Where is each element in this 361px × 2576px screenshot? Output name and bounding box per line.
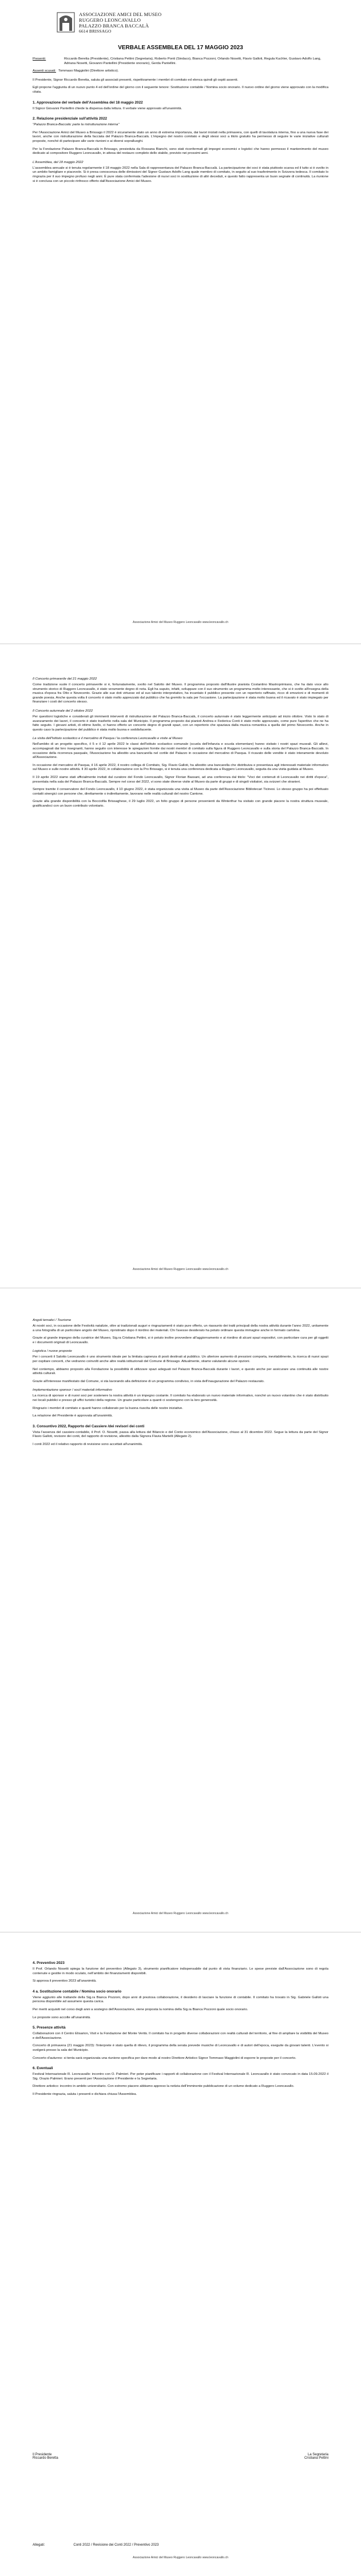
assenti-row — [33, 69, 328, 74]
section-text: Per i concerti il Salotto Leoncavallo è uno strumento ideale per la limitata capienza di posti destinati al pubblico. Un ulteriore aumento di pressioni comporta, inevitabilmente, la ricerca di nuovi spazi per ospitare concerti, che vedranno coinvolti anche altre realtà istituzionali del Comune di Brissago. Attualmente, stiamo valutando alcune opzioni. — [33, 1355, 328, 1363]
section-text: La ricerca di sponsor e di nuovi soci per sostenere la nostra attività è un impegno costante. Il comitato ha elaborato un nuovo materiale informativo, nonché un nuovo volantino che è stato distribuito nei locali pubblici e presso gli uffici turistici della regione. Un grazie particolare a quanti ci sostengono con la loro generosità. — [33, 1394, 328, 1402]
page-1-body — [33, 57, 328, 187]
subsection-heading: Implementazione sponsor / soci/ materiali informativo — [33, 1388, 112, 1392]
signature-name-right: Cristiana Pettini — [304, 2456, 328, 2460]
signature-block — [33, 2453, 328, 2460]
section-text: Direttore artistico: incontro in ambito universitario. Con estremo piacere abbiamo appreso la notizia dell'imminente pubblicazione di un volume dedicato a Ruggero Leoncavallo. — [33, 2085, 295, 2089]
section-text: Per questioni logistiche e considerati gli imminenti interventi di ristrutturazione del Palazzo Branca-Baccalà, il concerto autunnale è stato leggermente anticipato ad inizio ottobre. Visto lo stato di avanzamento dei lavori, il concerto è stato trasferito nella sala del Municipio. Il programma proposto dai pianisti Andrea e Federica Conti è stato molto apprezzato, come pure l'aperitivo che ne ha fatto seguito. I giovani artisti, di ottimo livello, ci hanno offerto un concerto degno di grandi spazi, con un repertorio che spaziava dalla musica romantica a quella del primo Novecento. Anche in questo caso la partecipazione del pubblico è stata molto buona e soddisfacente. — [33, 715, 328, 732]
page-footer: Associazione Amici del Museo Ruggero Leoncavallo www.leoncavallo.ch — [133, 1268, 228, 1271]
allegati-row — [33, 2543, 158, 2547]
section-text: Sempre tramite il conservatore del Fondo Leoncavallo, il 10 giugno 2022, è stata organizzata una visita al Museo da parte dell'Associazione Bibliotecari Ticinesi. Lo stesso gruppo ha poi effettuato contatti sinergici con persone che, direttamente o indirettamente, lavorano nelle realtà culturali del nostro Cantone. — [33, 788, 328, 796]
section-text: Il Signor Giovanni Pantellini chiede la dispensa dalla lettura. Il verbale viene approvato all'unanimità. — [33, 106, 183, 110]
intro-paragraph: Egli propone l'aggiunta di un nuovo punto 4 ed dell'ordine del giorno con il seguente tenore: Sostituzione contabile / Nomina socio onorario. Il nuovo ordine del giorno viene approvato con la modifica citata. — [33, 86, 328, 94]
section-text: Il 19 aprile 2022 siamo stati ufficialmente invitati dal curatore del Fondo Leoncavallo, Signor Florian Bassani, ad una conferenza dal titolo: "Voci dei contenuti di Leoncavallo nei diritti d'epoca", presentata nella sala del Palazzo Branca-Baccalà. Sempre nel corso del 2022, vi sono state diverse visite al Museo da parte di gruppi e di singoli visitatori, sia svizzeri che stranieri. — [33, 775, 328, 784]
page-4-body — [33, 1955, 328, 2101]
subsection-heading: Il Concerto autunnale del 2 ottobre 2022 — [33, 709, 93, 713]
section-heading: 1. Approvazione del verbale dell'Assemblea del 18 maggio 2022 — [33, 100, 143, 105]
intro-paragraph: Il Presidente, Signor Riccardo Beretta, saluta gli associati presenti, rispettivamente i membri di comitato ed elenca quindi gli ospiti assenti. — [33, 78, 239, 82]
document-title: VERBALE ASSEMBLEA DEL 17 MAGGIO 2023 — [118, 45, 243, 51]
page-1 — [0, 0, 361, 644]
subsection-heading: Angoli tematici / Tourisme — [33, 1319, 72, 1322]
signature-label-right: La Segretaria — [307, 2453, 328, 2456]
section-text: Ringrazio i membri di comitato e quanti hanno collaborato per la buona riuscita delle nostre iniziative. — [33, 1406, 183, 1410]
section-text: Nel contempo, abbiamo proposto alla Fondazione la possibilità di utilizzare spazi adeguati nel Palazzo Branca-Baccalà durante i lavori, e questo anche per assicurare una continuità alle nostre attività culturali. — [33, 1367, 328, 1376]
association-logo-icon — [56, 10, 76, 34]
subsection-heading: La visita dell'Istituto scolastico e il mercatino di Pasqua / la conferenza Leoncavallo e visite al Museo — [33, 737, 183, 741]
allegati-items: Conti 2022 / Revisione dei Conti 2022 / Preventivo 2023 — [73, 2543, 159, 2547]
section-text: Il Presidente ringrazia, saluta i presenti e dichiara chiusa l'Assemblea. — [33, 2092, 137, 2096]
page-footer: Associazione Amici del Museo Ruggero Leoncavallo www.leoncavallo.ch — [133, 621, 228, 624]
section-text: Il Prof. Orlando Nosetti spiega la funzione del preventivo (Allegato 3), strumento pianificatore indispensabile dal punto di vista finanziario. Le spese previste dall'Associazione sono di regola contenute e gestite in modo oculato, nell'ambito dei finanziamenti disponibili. — [33, 1967, 328, 1975]
section-text: Ai nostri soci, in occasione delle Festività natalizie, oltre ai tradizionali auguri e ringraziamenti è stato pure offerto, un riassunto dei tratti principali della nostra attività durante l'anno 2022, unitamente a una fotografia di un particolare angolo del Museo, ripristinato dopo il riordino dei materiali. Chi l'avesse desiderato ha potuto ordinare questa immagine anche in formato cartolina. — [33, 1324, 328, 1332]
section-text: Festival Internazionale R. Leoncavallo: incontro con O. Palmieri. Per poter pianificare i rapporti di collaborazione con il Festival Internazionale R. Leoncavallo è stato convocato in data 15.09.2022 il Sig. Orazio Palmieri. Erano presenti per l'Associazione il Presidente e la Segretaria. — [33, 2073, 328, 2081]
letterhead-line: 6614 BRISSAGO — [79, 29, 112, 34]
presenti-text: Riccardo Beretta (Presidente), Cristiana Pettini (Segretaria), Roberto Ponti (Sindaco), Bianca Pozzoni, Orlando Nosetti, Flavio Galloti, Regula Kuchler, Gustavo Adolfo Lang, Adriana Nosetti, Giovanni Pantellini (Presidente onorario), Gerda Pantellini. — [64, 57, 322, 65]
section-text: In occasione del mercatino di Pasqua, il 16 aprile 2022, il nostro collega di Comitato, Sig. Flavio Galloti, ha allestito una bancarella che distribuiva e presentava agli interessati materiale informativo sul Museo e sulle nostre attività. Il 30 aprile 2022, in collaborazione con la Pro Brissago, si è tenuta una conferenza dedicata a Ruggero Leoncavallo, seguita da una visita guidata al Museo. — [33, 763, 328, 772]
page-2-body — [33, 673, 328, 812]
page-footer: Associazione Amici del Museo Ruggero Leoncavallo www.leoncavallo.ch — [133, 2556, 228, 2559]
section-heading: 4 a. Sostituzione contabile / Nomina socio onorario — [33, 1989, 122, 1994]
subsection-heading: Il Concerto primaverile del 21 maggio 2022 — [33, 677, 97, 681]
section-heading: 5. Presenze attività — [33, 2026, 66, 2030]
section-text: Viene aggiunto alle trattande della Sig.ra Bianca Pozzoni, dopo anni di preziosa collaborazione, il desiderio di lasciare la funzione di contabile. Il comitato ha trovato in Sig. Gabriele Galloti una persona disponibile ad assumere questa carica. — [33, 1995, 328, 2004]
section-text: Per l'Associazione Amici del Museo a Brissago il 2022 è sicuramente stato un anno di estrema importanza, dai lavori iniziati nella primavera, con quelli di tavolatura interna, fino a una nuova fase dei lavori, anche con ristrutturazione della facciata del Palazzo Branca-Baccalà. L'impegno del nostro comitato e degli stessi soci a titolo gratuito ha permesso di seguire le varie iniziative culturali proposte, nonché di partecipare alle varie riunioni e ai diversi sopralluoghi. — [33, 130, 328, 143]
section-heading: 6. Eventuali — [33, 2066, 53, 2071]
page-3-body — [33, 1314, 328, 1451]
allegati-label: Allegati: — [33, 2543, 45, 2547]
section-text: Grazie alla grande disponibilità con la Bocciofila Brissaghese, il 29 luglio 2022, un folto gruppo di persone provenienti da Winterthur ha visitato con grande piacere la nostra struttura museale, gratificandoci con un buon contributo volontario. — [33, 800, 328, 808]
page-2 — [0, 644, 361, 1288]
signature-name-left: Riccardo Beretta — [33, 2456, 58, 2460]
assenti-label: Assenti scusati: — [33, 69, 56, 73]
presenti-label: Presenti: — [33, 57, 46, 61]
section-text: Come tradizione vuole il concerto primaverile si è, fortunatamente, svolto nel Salotto del Museo. Il programma proposto dall'illustre pianista Costantino Mastroprimiano, che ha dato voce allo strumento storico di Ruggero Leoncavallo, è stato veramente degno di nota. Egli ha saputo, infatti, sviluppare con il suo strumento un programma molto interessante, che si è svolto all'insegna della musica d'epoca fra Otto e Novecento. Grazie alle sue doti virtuose ed al suo talento interpretativo, ha incantato il pubblico presente con un repertorio raffinato, ricco di emozioni e di momenti di grande poesia. Anche questa volta il concerto è stato molto apprezzato dal pubblico che ha gremito la sala per l'occasione. La partecipazione è stata molto buona ed il ricavato è stato impiegato per finanziare i costi del concerto stesso. — [33, 683, 328, 704]
section-text: Per la Fondazione Palazzo Branca-Baccalà in Brissago, presieduta da Rossana Bianchi, sono stati riconfermati gli impegni economici e logistici che hanno permesso il mantenimento del museo dedicato al compositore Ruggero Leoncavallo, in attesa del restauro completo dello stabile, previsto nei prossimi anni. — [33, 147, 328, 156]
section-text: I conti 2022 ed il relativo rapporto di revisione sono accettati all'unanimità. — [33, 1442, 143, 1446]
subsection-heading: L'Assemblea, del 18 maggio 2022 — [33, 160, 84, 164]
page-footer: Associazione Amici del Museo Ruggero Leoncavallo www.leoncavallo.ch — [133, 1912, 228, 1915]
section-text: Concerto d'autunno: si tenta sarà organizzata una riunione specifica per dare modo al nostro Direttore Artistico Signor Tommaso Maggiolini di esporre le proposte per il concerto. — [33, 2056, 296, 2060]
section-text: Concerto di primavera (21 maggio 2023): l'interprete è stato quella di rilievo, il programma della serata prevede musiche di Leoncavallo e di autori dell'epoca, eseguite da giovani talenti. L'evento si svolgerà presso la sala del Municipio. — [33, 2044, 328, 2052]
section-text: Le proposte sono accolte all'unanimità. — [33, 2015, 91, 2019]
letterhead-line: ASSOCIAZIONE AMICI DEL MUSEO — [79, 11, 162, 17]
signature-label-left: Il Presidente — [33, 2453, 52, 2456]
section-text: Collaborazioni con il Centro Elisarion, Visit e la Fondazione del Monte Verità. Il comitato ha in progetto diverse collaborazioni con realtà culturali del territorio, al fine di ampliare la visibilità del Museo e dell'Associazione. — [33, 2032, 328, 2040]
section-text: L'assemblea annuale si è tenuta regolarmente il 18 maggio 2022 nella Sala di rappresentanza del Palazzo Branca-Baccalà. La partecipazione dei soci è stata piuttosto scarsa ed il tutto si è svolto in un ambito famigliare e piacevole. Si è presa conoscenza delle dimissioni del Signor Gustavo Adolfo Lang quale membro di comitato, in seguito al suo trasferimento in Svizzera tedesca. Il comitato lo ringrazia per il suo impegno profuso negli anni. È pure stata confermata l'adesione di nuovi soci in sostituzione di altri deceduti, e questo fatto rappresenta un buon segnale di continuità. La riunione si è conclusa con un piccolo rinfresco offerto dall'Associazione Amici del Museo. — [33, 166, 328, 183]
letterhead — [79, 11, 161, 34]
section-text: Per meriti acquisiti nel corso degli anni a sostegno dell'Associazione, viene proposta la nomina della Sig.ra Bianca Pozzoni quale socio onorario. — [33, 2007, 248, 2011]
letterhead-line: RUGGERO LEONCAVALLO — [79, 17, 141, 23]
section-text: Nell'ambito di un progetto specifico, il 5 e il 12 aprile 2022 le classi dell'Istituto scolastico comunale (scuola dell'infanzia e scuola elementare) hanno visitato i nostri spazi museali. Gli allievi, accompagnati dai loro insegnanti, hanno seguito con interesse le spiegazioni fornite dai nostri membri di comitato sulla figura di Ruggero Leoncavallo e sulla storia del Palazzo Branca-Baccalà. In occasione della ricorrenza pasquale, l'Associazione ha allestito una bancarella nel cortile del Palazzo in occasione del mercatino di Pasqua. Il ricavato delle vendite è stato interamente devoluto all'Associazione. — [33, 743, 328, 760]
section-text: La relazione del Presidente è approvata all'unanimità. — [33, 1414, 113, 1418]
subsection-heading: Logistica / nuove proposte — [33, 1349, 72, 1354]
section-text: Grazie al grande impegno della curatrice del Museo, Sig.ra Cristiana Pettini, si è potuto inoltre provvedere all'aggiornamento e al riordino di alcuni spazi espositivi, con particolare cura per gli oggetti e i documenti originali di Leoncavallo. — [33, 1336, 328, 1344]
letterhead-line: PALAZZO BRANCA BACCALÀ — [79, 23, 149, 29]
section-text: Grazie all'interesse manifestato dal Comune, si sta lavorando alla definizione di un programma condiviso, in vista dell'inaugurazione del Palazzo restaurato. — [33, 1379, 265, 1383]
section-subtitle: "Palazzo Branca-Baccalà: parte la ristrutturazione interna" — [33, 123, 120, 127]
page-3 — [0, 1288, 361, 1932]
section-heading: 2. Relazione presidenziale sull'attività 2022 — [33, 117, 108, 121]
section-heading: 3. Consuntivo 2022, Rapporto del Cassiere /dei revisori dei conti — [33, 1424, 145, 1428]
section-heading: 4. Preventivo 2023 — [33, 1961, 65, 1965]
section-text: Si approva il preventivo 2023 all'unanimità. — [33, 1979, 97, 1983]
section-text: Vista l'assenza del cassiere-contabile, il Prof. O. Nosetti, passa alla lettura del Bilancio e del Conto economico dell'Associazione, chiuso al 31 dicembre 2022. Segue la lettura da parte del Signor Flavio Galloti, revisore dei conti, del rapporto di revisione, allestito dalla Signora Flavia Martelli (Allegato 2). — [33, 1430, 328, 1439]
assenti-text: Tommaso Maggiolini (Direttore artistico). — [58, 69, 119, 73]
page-4 — [0, 1932, 361, 2576]
presenti-row — [33, 57, 328, 66]
